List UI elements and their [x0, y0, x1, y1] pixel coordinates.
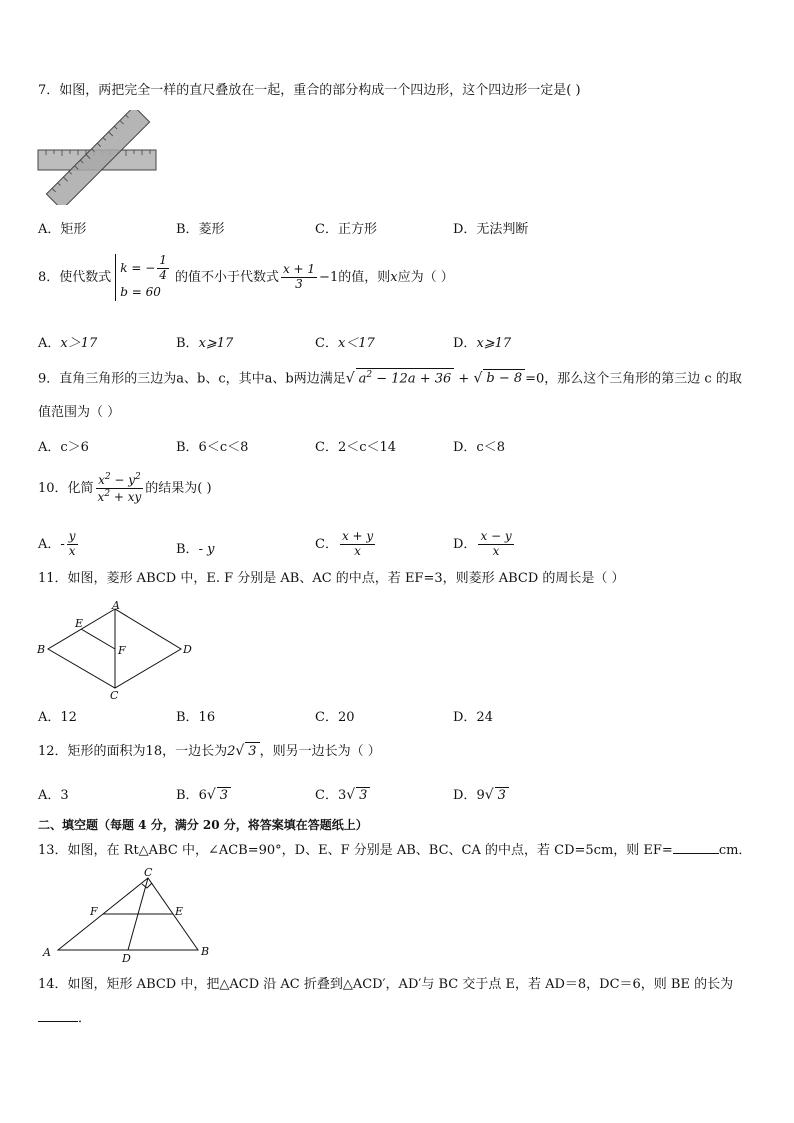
q10-fraction	[96, 472, 144, 505]
q13-suffix: cm．	[718, 843, 752, 858]
q9-option-d[interactable]: D．c＜8	[453, 440, 505, 455]
q9-root1-rest: − 12a + 36	[372, 371, 452, 387]
q10-option-c[interactable]	[315, 530, 377, 559]
q12-a-label: A．	[38, 788, 61, 803]
q10-num-exp: 2	[104, 472, 111, 482]
q10-c-num: x + y	[341, 529, 374, 543]
q11-option-a[interactable]: A．12	[38, 710, 77, 725]
q12-c-radical: √	[346, 787, 356, 803]
q9-root1-a: a	[358, 371, 367, 387]
q8-option-b[interactable]	[176, 332, 233, 351]
q10-option-b[interactable]	[176, 538, 214, 557]
question-11-text: 11．如图，菱形 ABCD 中，E. F 分别是 AB、AC 的中点，若 EF=3，则菱形 ABCD 的周长是（ ）	[38, 571, 625, 586]
q8-b-eq: b = 60	[120, 284, 161, 299]
question-7-options	[38, 218, 758, 240]
q10-option-a[interactable]	[38, 530, 80, 559]
question-8-options	[38, 332, 758, 354]
q10-num-a: x	[98, 473, 105, 487]
q9-radicand-1	[356, 368, 455, 389]
q10-c-label: C．	[315, 536, 338, 552]
q8-a-expr: x＞17	[60, 336, 98, 351]
q12-prefix: 12．矩形的面积为18，一边长为	[38, 744, 228, 759]
triangle-label-c: C	[144, 866, 153, 879]
question-13-text	[38, 842, 751, 860]
rhombus-label-b: B	[37, 643, 46, 656]
q8-k-den: 4	[159, 267, 167, 282]
q9-option-b[interactable]: B．6＜c＜8	[176, 440, 249, 455]
q9-radical-1: √	[345, 370, 355, 387]
q8-k-num: 1	[159, 253, 167, 267]
q12-d-coef: 9	[476, 788, 485, 803]
q8-d-label: D．	[453, 336, 477, 351]
q12-a-coef: 3	[60, 788, 69, 803]
q10-den-a: x	[97, 489, 105, 504]
q10-a-sign: -	[60, 536, 65, 552]
q8-suffix2: 应为（ ）	[397, 269, 454, 285]
q10-a-label: A．	[38, 536, 61, 552]
rhombus-label-c: C	[110, 689, 119, 700]
triangle-label-a: A	[43, 946, 51, 959]
q12-coef: 2	[227, 744, 236, 759]
question-14-line2	[38, 1010, 91, 1028]
q8-option-a[interactable]	[38, 332, 97, 351]
q10-den-exp: 2	[104, 488, 111, 499]
rhombus-label-a: A	[112, 600, 120, 612]
q12-radical: √	[235, 743, 245, 759]
q8-suffix1: −1的值，则	[319, 269, 391, 285]
q13-text: 13．如图，在 Rt△ABC 中，∠ACB=90°，D、E、F 分别是 AB、BC、CA 的中点，若 CD=5cm，则 EF=	[38, 843, 673, 858]
q7-option-b[interactable]: B．菱形	[176, 222, 225, 237]
q7-option-a[interactable]: A．矩形	[38, 222, 87, 237]
q8-var: x	[390, 269, 398, 285]
q12-option-b[interactable]	[176, 784, 231, 803]
question-9-text	[38, 368, 742, 389]
question-7-text: 7．如图，两把完全一样的直尺叠放在一起，重合的部分构成一个四边形，这个四边形一定是( )	[38, 83, 581, 98]
question-12-text	[38, 742, 381, 762]
q8-frac-den: 3	[295, 276, 303, 291]
q9-plus: +	[454, 371, 474, 387]
question-9-line2: 值范围为（ ）	[38, 405, 121, 420]
q9-radical-2: √	[473, 370, 483, 387]
q12-c-radicand: 3	[356, 787, 370, 803]
question-14-text: 14．如图，矩形 ABCD 中，把△ACD 沿 AC 折叠到△ACD′，AD′与 BC 交于点 E，若 AD＝8，DC＝6，则 BE 的长为	[38, 977, 734, 992]
q12-d-radicand: 3	[495, 787, 509, 803]
q10-option-d[interactable]	[453, 530, 516, 559]
rhombus-label-d: D	[183, 643, 192, 656]
triangle-label-e: E	[175, 905, 184, 918]
q12-option-a[interactable]	[38, 784, 69, 803]
q8-option-c[interactable]	[315, 332, 375, 351]
q10-b-label: B．	[176, 542, 199, 557]
q7-option-d[interactable]: D．无法判断	[453, 222, 529, 237]
triangle-label-b: B	[201, 945, 210, 958]
q9-option-c[interactable]: C．2＜c＜14	[315, 440, 397, 455]
q10-num-b: − y	[110, 473, 136, 487]
q12-d-radical: √	[484, 787, 494, 803]
question-11-options	[38, 706, 758, 728]
q9-radicand-2: b − 8	[483, 369, 525, 388]
q8-frac-num: x + 1	[282, 262, 316, 276]
q12-d-label: D．	[453, 788, 477, 803]
q8-b-expr: x⩾17	[198, 336, 234, 351]
q9-suffix: =0，那么这个三角形的第三边 c 的取	[525, 371, 742, 387]
rhombus-label-e: E	[75, 617, 84, 630]
q10-b-expr: - y	[198, 542, 215, 557]
q8-d-expr: x⩾17	[476, 336, 512, 351]
q10-a-den: x	[68, 543, 76, 558]
q8-middle: 的值不小于代数式	[174, 269, 279, 285]
q10-d-label: D．	[453, 536, 477, 552]
q12-b-coef: 6	[198, 788, 207, 803]
q10-a-num: y	[68, 529, 76, 543]
q8-a-label: A．	[38, 336, 61, 351]
q12-b-label: B．	[176, 788, 199, 803]
q12-option-d[interactable]	[453, 784, 509, 803]
q10-suffix: 的结果为( )	[145, 480, 212, 496]
q10-c-den: x	[354, 543, 361, 558]
q8-c-label: C．	[315, 336, 338, 351]
q13-answer-blank[interactable]	[673, 843, 719, 854]
q11-option-d[interactable]: D．24	[453, 710, 493, 725]
section-2-heading: 二、填空题（每题 4 分，满分 20 分，将答案填在答题纸上）	[38, 818, 368, 832]
q8-equation-system	[115, 254, 171, 301]
q14-answer-blank[interactable]	[38, 1011, 78, 1022]
q12-c-label: C．	[315, 788, 338, 803]
q14-suffix: ．	[78, 1011, 92, 1026]
q11-option-b[interactable]: B．16	[176, 710, 216, 725]
q10-den-b: + xy	[110, 489, 142, 504]
q10-num-exp-2: 2	[135, 472, 141, 482]
q11-option-c[interactable]: C．20	[315, 710, 355, 725]
q7-option-c[interactable]: C．正方形	[315, 222, 377, 237]
question-9-options	[38, 436, 758, 458]
question-10-options	[38, 530, 758, 564]
rhombus-label-f: F	[118, 644, 126, 657]
q9-prefix: 9．直角三角形的三边为a、b、c，其中a、b两边满足	[38, 371, 346, 387]
q8-b-label: B．	[176, 336, 199, 351]
q12-c-coef: 3	[337, 788, 347, 803]
triangle-label-d: D	[122, 952, 131, 962]
q12-radicand: 3	[245, 742, 259, 761]
q10-prefix: 10．化简	[38, 480, 94, 496]
q9-option-a[interactable]: A．c＞6	[38, 440, 89, 455]
q8-prefix: 8．使代数式	[38, 269, 112, 285]
question-8-text	[38, 254, 454, 301]
q10-d-den: x	[492, 543, 500, 558]
q10-d-num: x − y	[480, 529, 512, 543]
question-10-text	[38, 472, 212, 505]
triangle-label-f: F	[90, 905, 98, 918]
q12-suffix: ，则另一边长为（ ）	[259, 744, 381, 759]
right-triangle-figure	[38, 866, 218, 962]
q12-b-radical: √	[206, 787, 216, 803]
q12-option-c[interactable]	[315, 784, 370, 803]
q8-k-eq: k = −	[120, 260, 156, 275]
rhombus-figure	[34, 600, 199, 700]
q8-c-expr: x＜17	[337, 336, 375, 351]
overlapping-rulers-figure	[36, 110, 161, 205]
q8-option-d[interactable]	[453, 332, 511, 351]
question-12-options	[38, 784, 758, 806]
q12-b-radicand: 3	[217, 787, 231, 803]
q9-root1-exp: 2	[366, 370, 373, 380]
